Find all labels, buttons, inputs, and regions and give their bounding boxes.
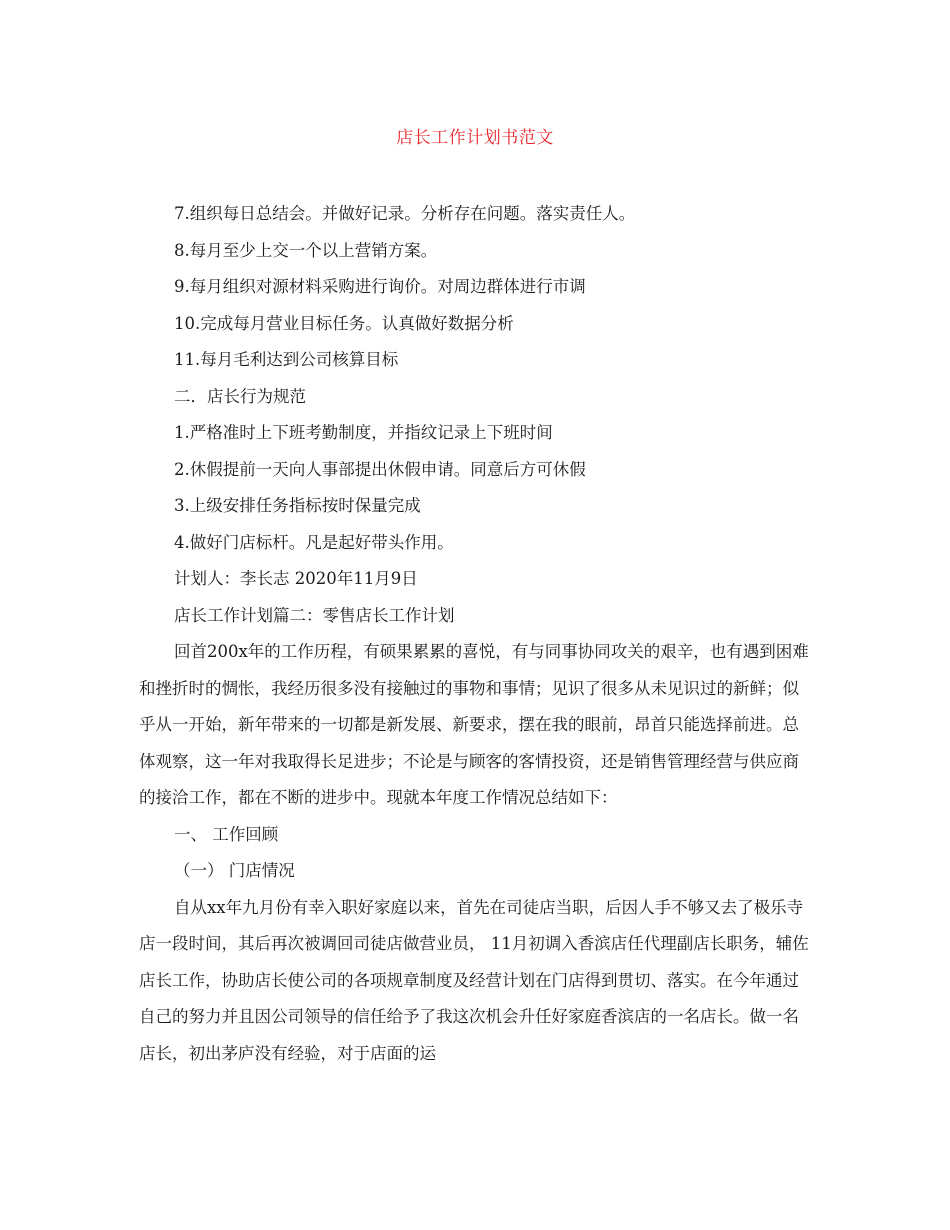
paragraph-item-9: 9.每月组织对源材料采购进行询价。对周边群体进行市调 (174, 277, 586, 296)
document-body (139, 196, 813, 1072)
paragraph-item-11: 11.每月毛利达到公司核算目标 (174, 350, 399, 369)
paragraph-item-10: 10.完成每月营业目标任务。认真做好数据分析 (174, 313, 514, 333)
subsection-heading-store: （一） 门店情况 (174, 861, 295, 880)
planner-signature: 计划人：李长志 2020年11月9日 (174, 569, 418, 588)
paragraph-item-7: 7.组织每日总结会。并做好记录。分析存在问题。落实责任人。 (174, 204, 636, 223)
section-heading-behavior: 二．店长行为规范 (174, 386, 306, 406)
behavior-item-1: 1.严格准时上下班考勤制度，并指纹记录上下班时间 (174, 423, 553, 442)
paragraph-item-8: 8.每月至少上交一个以上营销方案。 (174, 240, 438, 260)
review-paragraph: 回首200x年的工作历程，有硕果累累的喜悦，有与同事协同攻关的艰辛，也有遇到困难和挫折时的惆怅，我经历很多没有接触过的事物和事情；见识了很多从未见识过的新鲜；似乎从一开始，新年带来的一切都是新发展、新要求，摆在我的眼前，昂首只能选择前进。总体观察，这一年对我取得长足进步；不论是与顾客的客情投资，还是销售管理经营与供应商的接洽工作，都在不断的进步中。现就本年度工作情况总结如下： (139, 642, 809, 807)
behavior-item-4: 4.做好门店标杆。凡是起好带头作用。 (174, 532, 454, 552)
behavior-item-3: 3.上级安排任务指标按时保量完成 (174, 496, 421, 515)
article-two-title: 店长工作计划篇二：零售店长工作计划 (174, 605, 455, 625)
behavior-item-2: 2.休假提前一天向人事部提出休假申请。同意后方可休假 (174, 459, 586, 479)
section-heading-review: 一、 工作回顾 (174, 824, 279, 844)
document-title: 店长工作计划书范文 (396, 128, 554, 148)
store-paragraph: 自从xx年九月份有幸入职好家庭以来，首先在司徒店当职，后因人手不够又去了极乐寺店一段时间，其后再次被调回司徒店做营业员， 11月初调入香滨店任代理副店长职务，辅佐店长工作，协助店长使公司的各项规章制度及经营计划在门店得到贯切、落实。在今年通过自己的努力并且因公司领导的信任给予了我这次机会升任好家庭香滨店的一名店长。做一名店长，初出茅庐没有经验，对于店面的运 (139, 897, 809, 1063)
